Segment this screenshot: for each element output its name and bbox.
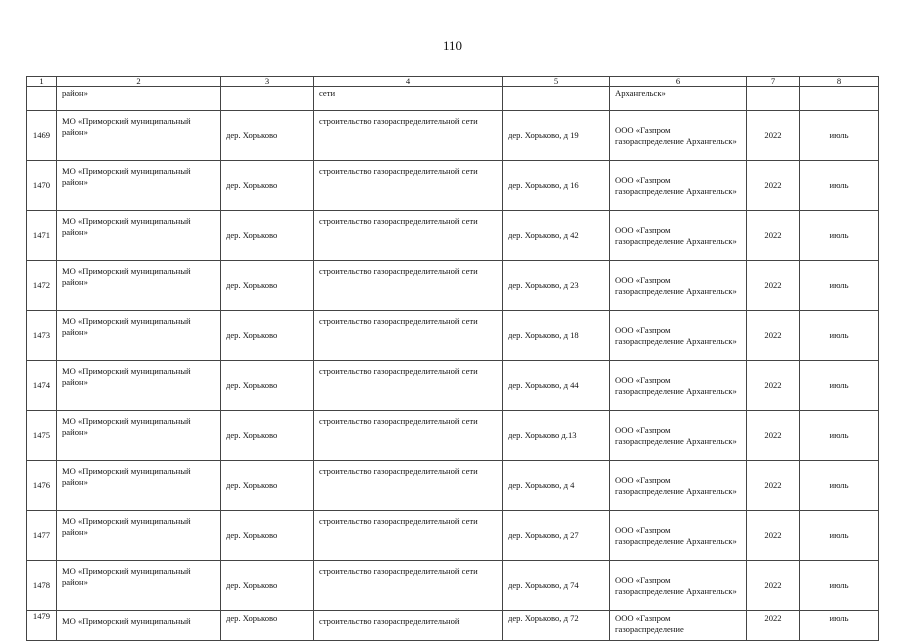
- table-row: [27, 411, 879, 461]
- month-cell: июль: [800, 111, 879, 161]
- locality-cell: дер. Хорьково: [221, 261, 314, 311]
- table-row: [27, 611, 879, 641]
- year-cell: 2022: [747, 511, 800, 561]
- cont-cell: Архангельск»: [610, 87, 747, 111]
- year-cell: 2022: [747, 611, 800, 641]
- municipality-cell: МО «Приморский муниципальный район»: [57, 161, 221, 211]
- locality-cell: дер. Хорьково: [221, 361, 314, 411]
- table-row: [27, 161, 879, 211]
- organization-cell: ООО «Газпром газораспределение Архангельск»: [610, 311, 747, 361]
- work-type-cell: строительство газораспределительной сети: [314, 461, 503, 511]
- locality-cell: дер. Хорьково: [221, 311, 314, 361]
- header-cell: 3: [221, 77, 314, 87]
- cont-cell: район»: [57, 87, 221, 111]
- table-row: [27, 461, 879, 511]
- organization-cell: ООО «Газпром газораспределение Архангельск»: [610, 261, 747, 311]
- organization-cell: ООО «Газпром газораспределение Архангельск»: [610, 111, 747, 161]
- row-number: 1476: [27, 461, 57, 511]
- row-number: 1478: [27, 561, 57, 611]
- row-number: 1473: [27, 311, 57, 361]
- table-row: [27, 561, 879, 611]
- locality-cell: дер. Хорьково: [221, 111, 314, 161]
- locality-cell: дер. Хорьково: [221, 461, 314, 511]
- page-number: 110: [442, 38, 463, 53]
- address-cell: дер. Хорьково, д 23: [503, 261, 610, 311]
- work-type-cell: строительство газораспределительной сети: [314, 511, 503, 561]
- row-number: 1474: [27, 361, 57, 411]
- organization-cell: ООО «Газпром газораспределение Архангельск»: [610, 461, 747, 511]
- organization-cell: ООО «Газпром газораспределение Архангельск»: [610, 161, 747, 211]
- row-number: 1470: [27, 161, 57, 211]
- address-cell: дер. Хорьково, д 4: [503, 461, 610, 511]
- month-cell: июль: [800, 261, 879, 311]
- organization-cell: ООО «Газпром газораспределение Архангельск»: [610, 511, 747, 561]
- locality-cell: дер. Хорьково: [221, 511, 314, 561]
- table-row: [27, 211, 879, 261]
- municipality-cell: МО «Приморский муниципальный район»: [57, 261, 221, 311]
- cont-cell: [27, 87, 57, 111]
- cont-cell: сети: [314, 87, 503, 111]
- year-cell: 2022: [747, 261, 800, 311]
- cont-cell: [747, 87, 800, 111]
- header-cell: 5: [503, 77, 610, 87]
- work-type-cell: строительство газораспределительной сети: [314, 211, 503, 261]
- address-cell: дер. Хорьково, д 18: [503, 311, 610, 361]
- header-cell: 4: [314, 77, 503, 87]
- address-cell: дер. Хорьково, д 27: [503, 511, 610, 561]
- locality-cell: дер. Хорьково: [221, 411, 314, 461]
- month-cell: июль: [800, 411, 879, 461]
- address-cell: дер. Хорьково, д 19: [503, 111, 610, 161]
- municipality-cell: МО «Приморский муниципальный район»: [57, 461, 221, 511]
- locality-cell: дер. Хорьково: [221, 161, 314, 211]
- address-cell: дер. Хорьково д.13: [503, 411, 610, 461]
- cont-cell: [221, 87, 314, 111]
- table-row: [27, 261, 879, 311]
- row-number: 1479: [27, 611, 57, 641]
- address-cell: дер. Хорьково, д 44: [503, 361, 610, 411]
- work-type-cell: строительство газораспределительной сети: [314, 161, 503, 211]
- work-type-cell: строительство газораспределительной: [314, 611, 503, 641]
- municipality-cell: МО «Приморский муниципальный район»: [57, 111, 221, 161]
- month-cell: июль: [800, 361, 879, 411]
- organization-cell: ООО «Газпром газораспределение Архангельск»: [610, 361, 747, 411]
- header-cell: 7: [747, 77, 800, 87]
- cont-cell: [800, 87, 879, 111]
- month-cell: июль: [800, 161, 879, 211]
- cont-cell: [503, 87, 610, 111]
- month-cell: июль: [800, 561, 879, 611]
- month-cell: июль: [800, 211, 879, 261]
- row-number: 1475: [27, 411, 57, 461]
- organization-cell: ООО «Газпром газораспределение Архангельск»: [610, 211, 747, 261]
- municipality-cell: МО «Приморский муниципальный район»: [57, 311, 221, 361]
- year-cell: 2022: [747, 111, 800, 161]
- work-type-cell: строительство газораспределительной сети: [314, 361, 503, 411]
- year-cell: 2022: [747, 161, 800, 211]
- municipality-cell: МО «Приморский муниципальный: [57, 611, 221, 641]
- work-type-cell: строительство газораспределительной сети: [314, 311, 503, 361]
- objects-table: [26, 76, 879, 641]
- header-cell: 2: [57, 77, 221, 87]
- year-cell: 2022: [747, 211, 800, 261]
- header-cell: 6: [610, 77, 747, 87]
- municipality-cell: МО «Приморский муниципальный район»: [57, 361, 221, 411]
- row-number: 1469: [27, 111, 57, 161]
- header-cell: 1: [27, 77, 57, 87]
- year-cell: 2022: [747, 411, 800, 461]
- work-type-cell: строительство газораспределительной сети: [314, 561, 503, 611]
- municipality-cell: МО «Приморский муниципальный район»: [57, 211, 221, 261]
- header-cell: 8: [800, 77, 879, 87]
- work-type-cell: строительство газораспределительной сети: [314, 111, 503, 161]
- table-row: [27, 111, 879, 161]
- month-cell: июль: [800, 511, 879, 561]
- month-cell: июль: [800, 461, 879, 511]
- work-type-cell: строительство газораспределительной сети: [314, 261, 503, 311]
- address-cell: дер. Хорьково, д 42: [503, 211, 610, 261]
- municipality-cell: МО «Приморский муниципальный район»: [57, 561, 221, 611]
- address-cell: дер. Хорьково, д 74: [503, 561, 610, 611]
- month-cell: июль: [800, 311, 879, 361]
- address-cell: дер. Хорьково, д 72: [503, 611, 610, 641]
- month-cell: июль: [800, 611, 879, 641]
- year-cell: 2022: [747, 361, 800, 411]
- organization-cell: ООО «Газпром газораспределение Архангельск»: [610, 411, 747, 461]
- year-cell: 2022: [747, 311, 800, 361]
- address-cell: дер. Хорьково, д 16: [503, 161, 610, 211]
- locality-cell: дер. Хорьково: [221, 211, 314, 261]
- locality-cell: дер. Хорьково: [221, 561, 314, 611]
- row-number: 1471: [27, 211, 57, 261]
- locality-cell: дер. Хорьково: [221, 611, 314, 641]
- year-cell: 2022: [747, 461, 800, 511]
- municipality-cell: МО «Приморский муниципальный район»: [57, 411, 221, 461]
- header-row: [27, 77, 879, 87]
- organization-cell: ООО «Газпром газораспределение Архангельск»: [610, 561, 747, 611]
- table-row: [27, 311, 879, 361]
- row-number: 1477: [27, 511, 57, 561]
- work-type-cell: строительство газораспределительной сети: [314, 411, 503, 461]
- year-cell: 2022: [747, 561, 800, 611]
- table-row: [27, 511, 879, 561]
- organization-cell: ООО «Газпром газораспределение: [610, 611, 747, 641]
- table-row: [27, 361, 879, 411]
- row-number: 1472: [27, 261, 57, 311]
- continuation-row: [27, 87, 879, 111]
- municipality-cell: МО «Приморский муниципальный район»: [57, 511, 221, 561]
